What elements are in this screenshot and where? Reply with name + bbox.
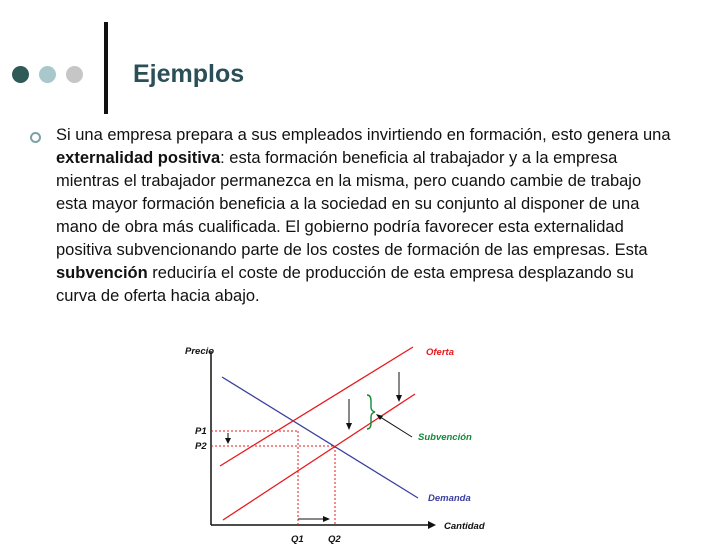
q2-label: Q2 (328, 534, 341, 545)
bold-subvencion: subvención (56, 264, 148, 282)
shift-arrow-left-head (346, 423, 352, 430)
subsidy-label: Subvención (418, 432, 472, 443)
slide-title: Ejemplos (133, 60, 245, 88)
quantity-increase-arrow-head (323, 516, 330, 522)
price-drop-arrow-head (225, 438, 231, 444)
subsidy-brace (367, 395, 375, 429)
title-divider (104, 22, 108, 114)
paragraph-text-3: reduciría el coste de producción de esta empresa desplazando su curva de oferta hacia abajo. (56, 264, 634, 305)
y-axis-label: Precio (185, 346, 215, 357)
decorative-dots (12, 66, 83, 83)
x-axis-label: Cantidad (444, 521, 485, 532)
demand-curve (222, 377, 418, 498)
paragraph-text-1: Si una empresa prepara a sus empleados invirtiendo en formación, esto genera una (56, 126, 671, 144)
q1-label: Q1 (291, 534, 304, 545)
supply-curve (220, 347, 413, 466)
subsidy-pointer-line (377, 415, 412, 437)
paragraph-text-2: : esta formación beneficia al trabajador y a la empresa mientras el trabajador permanezca en la misma, pero cuando cambie de trabajo esta mayor formación beneficia a la sociedad en su conjunto al disponer de una mano de obra más cualificada. El gobierno podría favorecer esta externalidad positiva subvencionando parte de los costes de formación de las empresas. Esta (56, 149, 648, 259)
supply-demand-diagram (170, 335, 510, 546)
shift-arrow-right-head (396, 395, 402, 402)
demand-label: Demanda (428, 493, 471, 504)
supply-label: Oferta (426, 347, 454, 358)
p2-label: P2 (195, 441, 207, 452)
bullet-paragraph (56, 124, 676, 308)
decorative-dot-light (39, 66, 56, 83)
p1-label: P1 (195, 426, 207, 437)
decorative-dot-gray (66, 66, 83, 83)
bullet-circle-icon (30, 132, 41, 143)
shifted-supply-curve (223, 394, 415, 520)
decorative-dot-dark (12, 66, 29, 83)
bold-externalidad-positiva: externalidad positiva (56, 149, 221, 167)
x-axis-arrowhead (428, 521, 436, 529)
